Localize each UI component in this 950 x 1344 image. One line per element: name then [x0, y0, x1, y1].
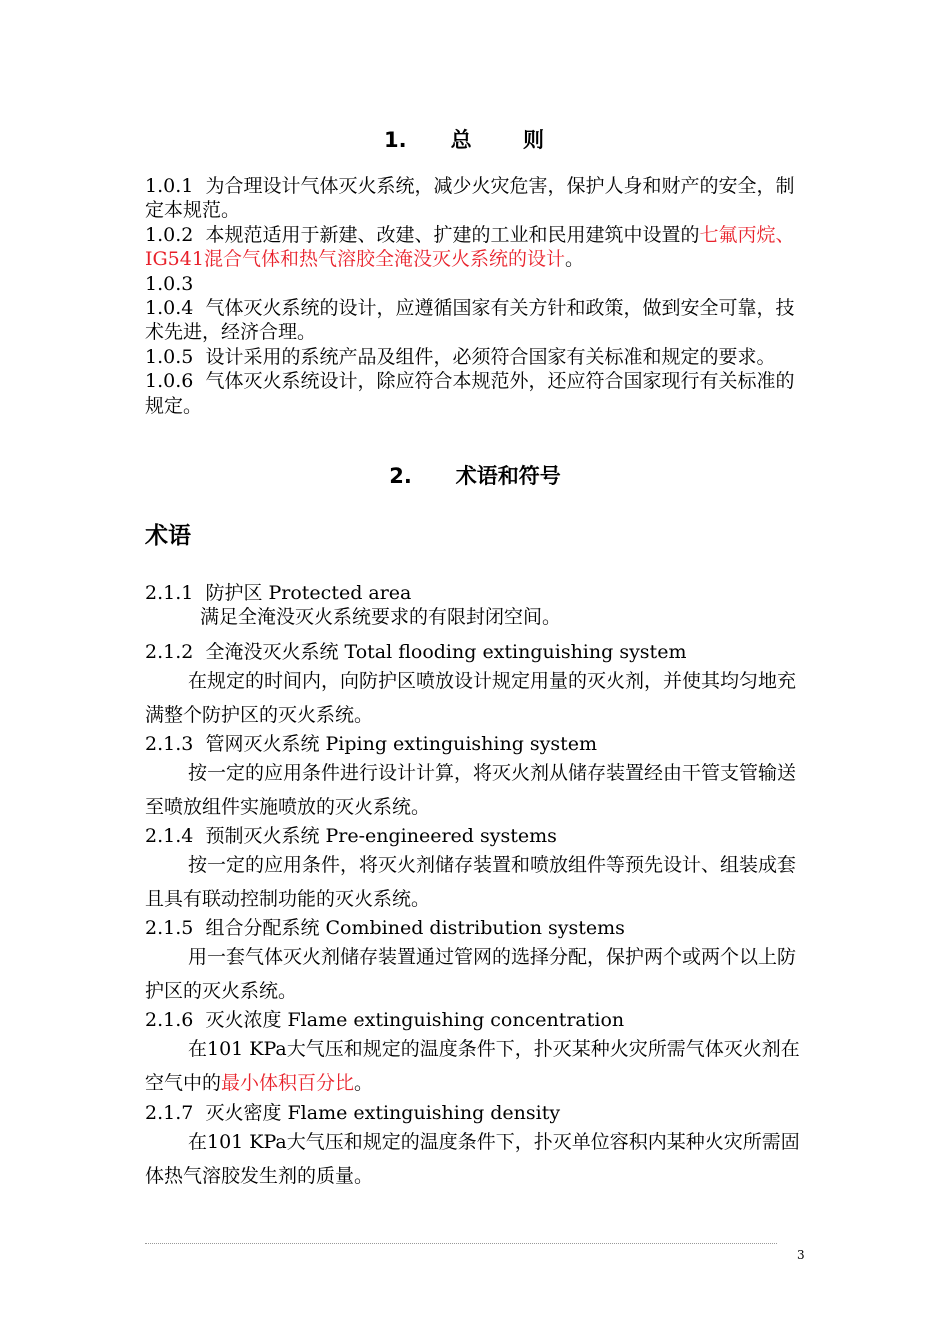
section-1-heading [145, 124, 805, 154]
term-2-1-5: 2.1.5 组合分配系统 Combined distribution systems 用一套气体灭火剂储存装置通过管网的选择分配，保护两个或两个以上防护区的灭火系统。 [145, 917, 797, 1002]
clause-1-0-6: 1.0.6 气体灭火系统设计，除应符合本规范外，还应符合国家现行有关标准的规定。 [145, 370, 795, 417]
term-2-1-3: 2.1.3 管网灭火系统 Piping extinguishing system 按一定的应用条件进行设计计算，将灭火剂从储存装置经由干管支管输送至喷放组件实施喷放的灭火系统。 [145, 733, 797, 818]
clause-1-0-2: 1.0.2 本规范适用于新建、改建、扩建的工业和民用建筑中设置的七氟丙烷、IG541混合气体和热气溶胶全淹没灭火系统的设计。 [145, 223, 795, 271]
general-clauses [145, 174, 807, 418]
highlighted-min-volume: 最小体积百分比 [221, 1072, 355, 1094]
clause-1-0-4: 1.0.4 气体灭火系统的设计，应遵循国家有关方针和政策，做到安全可靠，技术先进，经济合理。 [145, 297, 795, 344]
section-2-heading [145, 460, 805, 490]
footer-rule [145, 1243, 777, 1244]
clause-1-0-3: 1.0.3 [145, 272, 194, 295]
clause-1-0-5: 1.0.5 设计采用的系统产品及组件，必须符合国家有关标准和规定的要求。 [145, 345, 776, 368]
section-2-title: 术语和符号 [455, 464, 561, 488]
term-2-1-2: 2.1.2 全淹没灭火系统 Total flooding extinguishing system 在规定的时间内，向防护区喷放设计规定用量的灭火剂，并使其均匀地充满整个防护区的灭火系统。 [145, 641, 797, 726]
term-2-1-6: 2.1.6 灭火浓度 Flame extinguishing concentration 在101 KPa大气压和规定的温度条件下，扑灭某种火灾所需气体灭火剂在空气中的最小体积百分比。 [145, 1009, 800, 1094]
highlighted-scope: 七氟丙烷、IG541混合气体和热气溶胶全淹没灭火系统的设计 [145, 223, 795, 271]
terms-subheading: 术语 [145, 523, 191, 549]
term-2-1-4: 2.1.4 预制灭火系统 Pre-engineered systems 按一定的应用条件，将灭火剂储存装置和喷放组件等预先设计、组装成套且具有联动控制功能的灭火系统。 [145, 825, 797, 910]
section-1-number: 1. [384, 128, 407, 152]
section-1-title: 总 则 [450, 128, 566, 152]
term-2-1-1: 2.1.1 防护区 Protected area 满足全淹没灭火系统要求的有限封闭空间。 [145, 582, 562, 628]
section-2-number: 2. [389, 464, 412, 488]
clause-1-0-1: 1.0.1 为合理设计气体灭火系统，减少火灾危害，保护人身和财产的安全，制定本规范。 [145, 175, 795, 222]
page-number: 3 [797, 1248, 805, 1262]
term-2-1-7: 2.1.7 灭火密度 Flame extinguishing density 在101 KPa大气压和规定的温度条件下，扑灭单位容积内某种火灾所需固体热气溶胶发生剂的质量。 [145, 1102, 800, 1187]
